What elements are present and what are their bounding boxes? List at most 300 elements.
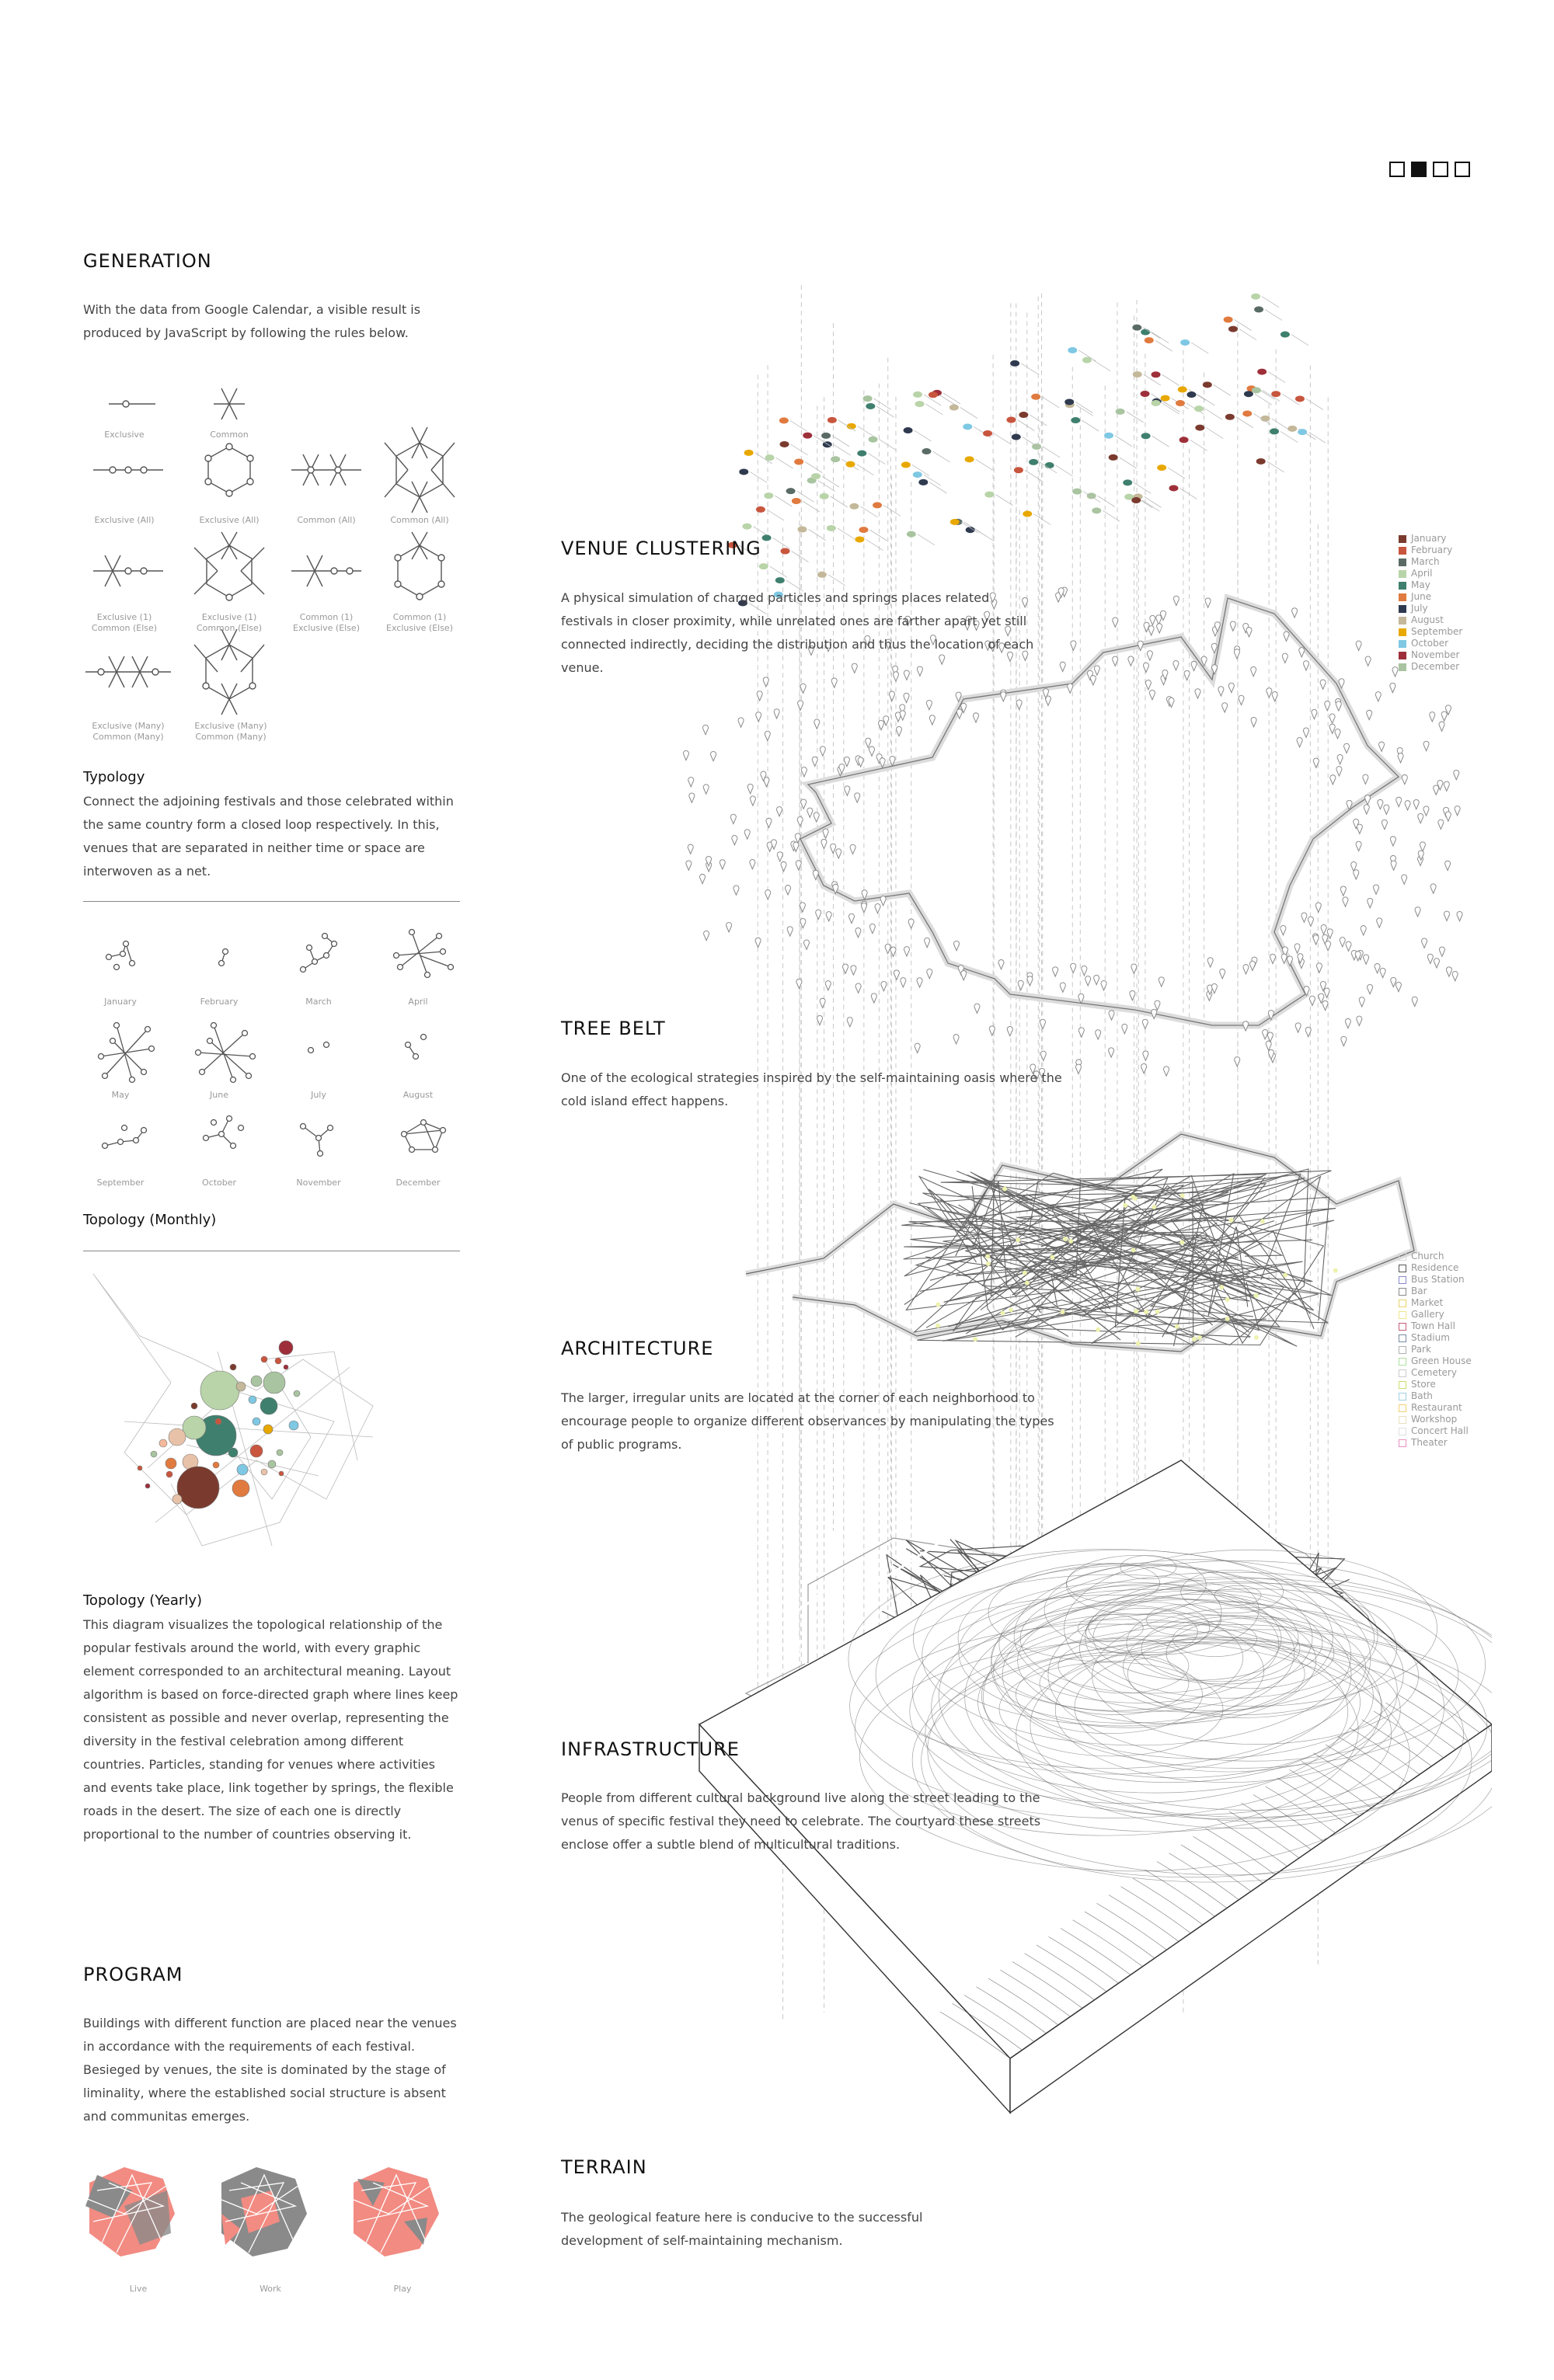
venue-dot: [913, 471, 922, 478]
venue-pin: [1382, 819, 1387, 829]
venue-pin: [900, 711, 905, 720]
venue-pin: [816, 910, 821, 919]
venue-dot: [1012, 434, 1021, 440]
venue-pin: [1122, 1024, 1127, 1033]
venue-dot: [901, 461, 911, 468]
rule-caption: Common: [210, 430, 249, 440]
venue-pin: [703, 725, 709, 734]
venue-pin: [1434, 959, 1439, 968]
venue-dot: [794, 458, 803, 465]
legend-label: Park: [1411, 1344, 1431, 1355]
venue-pin: [1312, 709, 1317, 719]
venue-pin: [683, 750, 688, 760]
rule-common1-exclusive-else-hex: [395, 532, 444, 600]
venue-pin: [1295, 1023, 1301, 1032]
venue-pin: [869, 746, 875, 756]
legend-item: [1399, 568, 1462, 579]
venue-pin: [1405, 801, 1410, 810]
venue-pin: [1455, 806, 1460, 816]
venue-pin: [1390, 837, 1395, 846]
venue-pin: [1222, 703, 1228, 712]
venue-dot: [869, 437, 878, 443]
legend-item: [1399, 603, 1462, 614]
legend-swatch: [1399, 582, 1406, 590]
rule-common-all: [291, 454, 361, 485]
venue-pin: [1205, 598, 1211, 607]
venue-pin: [1027, 976, 1033, 986]
legend-swatch: [1399, 558, 1406, 566]
venue-pin: [1141, 1063, 1147, 1073]
venue-pin: [1340, 938, 1345, 947]
venue-pin: [765, 731, 770, 740]
legend-swatch: [1399, 1369, 1406, 1377]
venue-pin: [927, 969, 932, 978]
venue-dot: [779, 417, 789, 423]
venue-dot: [1145, 337, 1154, 343]
generation-title: GENERATION: [83, 250, 212, 272]
venue-pin: [704, 931, 709, 940]
venue-dot: [922, 448, 931, 454]
venue-dot: [949, 404, 959, 410]
venue-pin: [1157, 624, 1162, 633]
venue-pin: [1423, 806, 1429, 816]
venue-pin: [1109, 1011, 1114, 1020]
venue-pin: [804, 940, 810, 949]
legend-item: [1399, 1274, 1472, 1286]
venue-pin: [1329, 714, 1335, 723]
venue-pin: [858, 757, 863, 767]
venue-pin: [1452, 972, 1458, 981]
venue-pin: [1422, 938, 1427, 948]
venue-pin: [1303, 728, 1308, 737]
page-square-3[interactable]: [1433, 162, 1448, 177]
legend-label: Church: [1411, 1251, 1444, 1261]
venue-pin: [1346, 941, 1351, 951]
venue-dot: [1006, 416, 1016, 423]
venue-dot: [929, 391, 938, 398]
venue-pin: [1094, 975, 1099, 984]
venue-pin: [1321, 925, 1326, 934]
venue-pin: [869, 924, 875, 933]
venue-pin: [1280, 925, 1286, 934]
venue-pin: [1335, 729, 1340, 739]
venue-pin: [1396, 797, 1402, 806]
page-square-2[interactable]: [1411, 162, 1427, 177]
venue-pin: [1078, 1028, 1084, 1037]
venue-dot: [821, 433, 831, 439]
venue-pin: [844, 757, 849, 766]
venue-pin: [1357, 824, 1362, 833]
venue-dot: [742, 524, 751, 530]
legend-item: [1399, 1414, 1472, 1425]
venue-pin: [825, 981, 831, 990]
program-caption: Live: [129, 2284, 148, 2294]
month-graph-october: [204, 1116, 244, 1149]
month-graph-december: [402, 1120, 446, 1153]
venue-pin: [1270, 954, 1276, 963]
legend-item: [1399, 1402, 1472, 1414]
legend-swatch: [1399, 1439, 1406, 1447]
rule-exclusive1-common-else: [93, 555, 163, 586]
venue-pin: [1337, 755, 1343, 764]
venue-pin: [897, 726, 902, 736]
month-caption: October: [201, 1178, 237, 1188]
venue-pin: [1354, 870, 1359, 879]
month-graph-march: [301, 934, 337, 973]
venue-pin: [1113, 618, 1118, 627]
venue-pin: [807, 808, 813, 817]
legend-swatch: [1399, 652, 1406, 659]
venue-pin: [1218, 687, 1224, 696]
venue-pin: [1228, 683, 1234, 692]
legend-item: [1399, 661, 1462, 673]
venue-pin: [1402, 875, 1407, 884]
venue-pin: [1294, 944, 1300, 953]
venue-dot: [1242, 410, 1252, 416]
venue-pin: [1040, 1051, 1046, 1060]
venue-dot: [1180, 339, 1190, 346]
legend-label: Residence: [1411, 1262, 1459, 1273]
infrastructure-text: People from different cultural background live along the street leading to the venus of specific festival they need to celebrate. The courtyard these streets enclose offer a subtle blend of multicultural traditions.: [561, 1790, 1041, 1852]
legend-item: [1399, 591, 1462, 603]
venue-dot: [849, 503, 859, 510]
rule-caption: Common (1) Exclusive (Else): [293, 612, 360, 633]
venue-dot: [1131, 497, 1141, 503]
venue-dot: [1179, 437, 1189, 443]
venue-pin: [732, 836, 737, 845]
venue-pin: [1368, 898, 1373, 907]
venue-pin: [1148, 626, 1154, 635]
venue-pin: [1402, 774, 1407, 784]
venue-pin: [1085, 976, 1091, 986]
venue-pin: [774, 709, 779, 719]
venue-pin: [1412, 997, 1417, 1006]
venue-pin: [1392, 667, 1398, 677]
venue-pin: [688, 778, 694, 787]
program-caption: Play: [393, 2284, 412, 2294]
venue-pin: [894, 970, 899, 979]
venue-pin: [703, 785, 709, 794]
legend-item: [1399, 1367, 1472, 1379]
venue-pin: [954, 941, 960, 950]
venue-dot: [1203, 381, 1212, 388]
venue-dot: [1195, 425, 1204, 431]
venue-pin: [1384, 805, 1389, 814]
legend-label: May: [1411, 579, 1430, 590]
legend-swatch: [1399, 593, 1406, 601]
venue-pin: [733, 886, 739, 895]
venue-pin: [1173, 661, 1179, 670]
month-caption: June: [210, 1090, 228, 1100]
rule-caption: Exclusive (All): [94, 515, 155, 525]
venue-dot: [803, 433, 812, 439]
legend-swatch: [1399, 663, 1406, 671]
legend-label: February: [1411, 545, 1453, 555]
venue-dot: [1287, 426, 1297, 432]
venue-dot: [1087, 492, 1096, 499]
venue-pin: [1142, 1019, 1148, 1028]
venue-pin: [925, 938, 930, 947]
venue-pin: [1434, 785, 1439, 795]
venue-pin: [1441, 712, 1447, 721]
venue-dot: [1295, 395, 1305, 402]
venue-pin: [1220, 969, 1225, 979]
venue-dot: [859, 527, 868, 533]
venue-pin: [1267, 1032, 1273, 1042]
venue-dot: [744, 450, 754, 456]
venue-pin: [1130, 990, 1135, 1000]
venue-pin: [848, 913, 854, 923]
architecture-title: ARCHITECTURE: [561, 1338, 714, 1359]
legend-swatch: [1399, 1404, 1406, 1412]
typology-text: Connect the adjoining festivals and those celebrated within the same country form a closed loop respectively. In this, venues that are separated in neither time or space are interwoven as a net.: [83, 794, 454, 879]
venue-dot: [1109, 454, 1118, 461]
venue-pin: [777, 852, 782, 861]
legend-swatch: [1399, 547, 1406, 555]
venue-dot: [1224, 316, 1233, 322]
venue-pin: [750, 796, 755, 806]
venue-dot: [1141, 391, 1150, 397]
venue-pin: [720, 860, 725, 869]
venue-pin: [730, 814, 736, 823]
venue-pin: [1380, 968, 1385, 977]
venue-dot: [1010, 360, 1019, 367]
venue-pin: [1390, 683, 1395, 692]
venue-dot: [1298, 429, 1307, 435]
venue-dot: [1169, 485, 1179, 491]
venue-pin: [1016, 700, 1022, 709]
venue-dot: [1254, 306, 1263, 312]
venue-pin: [756, 712, 761, 722]
rule-caption: Exclusive: [104, 430, 145, 440]
legend-item: [1399, 638, 1462, 649]
legend-label: June: [1411, 591, 1432, 602]
venue-pin: [1018, 980, 1023, 990]
legend-item: [1399, 556, 1462, 568]
venue-pin: [1230, 621, 1235, 631]
venue-dot: [863, 395, 873, 402]
month-graph-august: [406, 1035, 427, 1060]
venue-dot: [855, 536, 864, 542]
venue-pin: [929, 715, 935, 725]
venue-dot: [1032, 444, 1041, 450]
venue-pin: [1391, 861, 1396, 870]
legend-item: [1399, 1332, 1472, 1344]
venue-pin: [800, 684, 806, 693]
venue-dot: [797, 527, 807, 533]
page-square-1[interactable]: [1389, 162, 1405, 177]
venue-pin: [1150, 615, 1155, 625]
venue-dot: [904, 427, 913, 433]
rule-exclusive: [109, 401, 155, 407]
venue-pin: [1336, 767, 1342, 776]
venue-pin: [1320, 680, 1326, 689]
venue-pin: [786, 886, 791, 895]
legend-label: July: [1411, 603, 1428, 614]
rule-exclusive-many-common-many-hex: [194, 629, 264, 715]
venue-pin: [1395, 982, 1401, 991]
venue-pin: [1297, 737, 1302, 746]
legend-item: [1399, 1379, 1472, 1390]
venue-pin: [901, 978, 906, 987]
venue-pin: [973, 713, 978, 722]
legend-swatch: [1399, 1265, 1406, 1272]
month-graph-september: [103, 1126, 147, 1149]
venue-pin: [1356, 841, 1361, 851]
venue-dot: [1031, 394, 1040, 400]
venue-pin: [820, 746, 825, 756]
venue-dot: [1161, 395, 1170, 402]
venue-pin: [1155, 1000, 1160, 1010]
venue-pin: [750, 860, 755, 869]
program-text: Buildings with different function are placed near the venues in accordance with the requirements of each festival. Besieged by venues, the site is dominated by the stage of liminality, where the established social structure is absent and communitas emerges.: [83, 2016, 457, 2124]
venue-pin: [1357, 1016, 1362, 1025]
month-graph-january: [106, 941, 135, 970]
terrain-title: TERRAIN: [561, 2156, 647, 2178]
venue-dot: [873, 502, 882, 508]
tree-belt-title: TREE BELT: [561, 1018, 666, 1039]
venue-pin: [1364, 805, 1369, 814]
infrastructure-title: INFRASTRUCTURE: [561, 1738, 740, 1760]
venue-dot: [857, 451, 866, 457]
venue-dot: [792, 498, 801, 504]
venue-pin: [961, 971, 967, 980]
venue-pin: [1147, 651, 1152, 660]
venue-dot: [1252, 387, 1261, 393]
legend-label: Green House: [1411, 1355, 1472, 1366]
venue-pin: [781, 861, 786, 871]
legend-label: September: [1411, 626, 1463, 637]
legend-item: [1399, 1355, 1472, 1367]
legend-swatch: [1399, 605, 1406, 613]
legend-label: Cemetery: [1411, 1367, 1457, 1378]
venue-pin: [855, 928, 861, 938]
legend-item: [1399, 1251, 1472, 1262]
venue-pin: [917, 978, 922, 987]
legend-item: [1399, 614, 1462, 626]
rule-caption: Common (1) Exclusive (Else): [386, 612, 453, 633]
legend-swatch: [1399, 1288, 1406, 1296]
rule-caption: Exclusive (Many) Common (Many): [92, 721, 165, 742]
venue-dot: [1023, 511, 1032, 517]
venue-pin: [812, 757, 817, 766]
venue-clustering-text: A physical simulation of charged particles and springs places related festivals in closer proximity, while unrelated ones are farther apart yet still connected indirectly, deciding the distribution and thus the location of each venue.: [561, 590, 1034, 675]
venue-pin: [1398, 753, 1403, 763]
venue-pin: [1374, 885, 1379, 894]
venue-pin: [855, 983, 861, 993]
venue-pin: [1272, 692, 1277, 701]
venue-pin: [1375, 692, 1381, 701]
rule-caption: Common (All): [297, 515, 356, 525]
venue-dot: [907, 531, 916, 538]
legend-item: [1399, 1320, 1472, 1332]
monthly-title: Topology (Monthly): [83, 1212, 217, 1228]
legend-swatch: [1399, 1416, 1406, 1424]
legend-item: [1399, 1262, 1472, 1274]
venue-pin: [1101, 981, 1106, 990]
rule-exclusive1-common-else-hex: [194, 532, 264, 600]
month-caption: April: [408, 997, 428, 1007]
venue-pin: [800, 903, 805, 912]
venue-pin: [1164, 1066, 1169, 1076]
venue-dot: [1152, 371, 1161, 378]
monthly-topology-diagram: [78, 924, 466, 1196]
venue-pin: [814, 719, 820, 729]
program-play: [350, 2167, 439, 2256]
venue-pin: [875, 903, 880, 913]
venue-dot: [827, 525, 836, 531]
rule-caption: Common (All): [390, 515, 449, 525]
legend-item: [1399, 545, 1462, 556]
venue-pin: [1060, 983, 1065, 992]
legend-swatch: [1399, 1393, 1406, 1401]
legend-swatch: [1399, 1428, 1406, 1435]
legend-item: [1399, 1309, 1472, 1320]
venue-pin: [1144, 622, 1149, 632]
venue-pin: [1359, 997, 1364, 1007]
legend-swatch: [1399, 570, 1406, 578]
venue-pin: [826, 912, 831, 921]
legend-item: [1399, 1297, 1472, 1309]
venue-pin: [1445, 861, 1451, 870]
legend-label: Town Hall: [1411, 1320, 1455, 1331]
venue-pin: [1082, 966, 1087, 976]
legend-swatch: [1399, 535, 1406, 543]
typology-title: Typology: [83, 769, 145, 785]
rule-exclusive-all: [93, 467, 163, 473]
venue-pin: [1303, 661, 1308, 670]
venue-dot: [1132, 325, 1141, 331]
legend-swatch: [1399, 640, 1406, 648]
yearly-title: Topology (Yearly): [83, 1592, 203, 1609]
month-caption: May: [111, 1090, 130, 1100]
venue-pin: [711, 751, 716, 760]
legend-swatch: [1399, 1381, 1406, 1389]
generation-text: With the data from Google Calendar, a visible result is produced by JavaScript by following the rules below.: [83, 302, 421, 340]
venue-pin: [1071, 963, 1076, 973]
venue-pin: [1263, 1030, 1268, 1039]
venue-dot: [780, 441, 789, 447]
venue-pin: [1094, 666, 1099, 675]
month-graph-june: [196, 1023, 256, 1083]
venue-pin: [726, 923, 732, 932]
legend-label: August: [1411, 614, 1444, 625]
venue-pin: [744, 830, 750, 839]
venue-dot: [913, 391, 922, 398]
venue-pin: [1329, 724, 1335, 733]
venue-pin: [700, 874, 706, 883]
venue-pin: [1243, 965, 1249, 974]
month-graph-may: [99, 1023, 155, 1083]
venue-pin: [1159, 977, 1164, 986]
venue-dot: [764, 492, 773, 499]
venue-dot: [984, 492, 994, 498]
venue-pin: [1308, 917, 1313, 926]
venue-pin: [1243, 1021, 1249, 1031]
legend-label: Bus Station: [1411, 1274, 1465, 1285]
yearly-text: This diagram visualizes the topological relationship of the popular festivals around the world, with every graphic element corresponded to an architectural meaning. Layout algorithm is based on force-directed graph where lines keep consistent as possible and never overlap, representing the diversity in the festival celebration among different countries. Particles, standing for venues where activities and events take place, link together by springs, the flexible roads in the desert. The size of each one is directly proportional to the number of countries observing it.: [83, 1617, 458, 1842]
page-square-4[interactable]: [1455, 162, 1470, 177]
rule-exclusive-many-common-many: [85, 656, 171, 687]
venue-pin: [1184, 670, 1190, 680]
venue-pin: [1235, 1057, 1240, 1066]
program-diagrams: [78, 2159, 466, 2276]
legend-swatch: [1399, 1300, 1406, 1307]
venue-pin: [836, 849, 841, 858]
venue-pin: [1378, 799, 1383, 809]
venue-pin: [1423, 741, 1429, 750]
venue-pin: [1391, 977, 1396, 986]
